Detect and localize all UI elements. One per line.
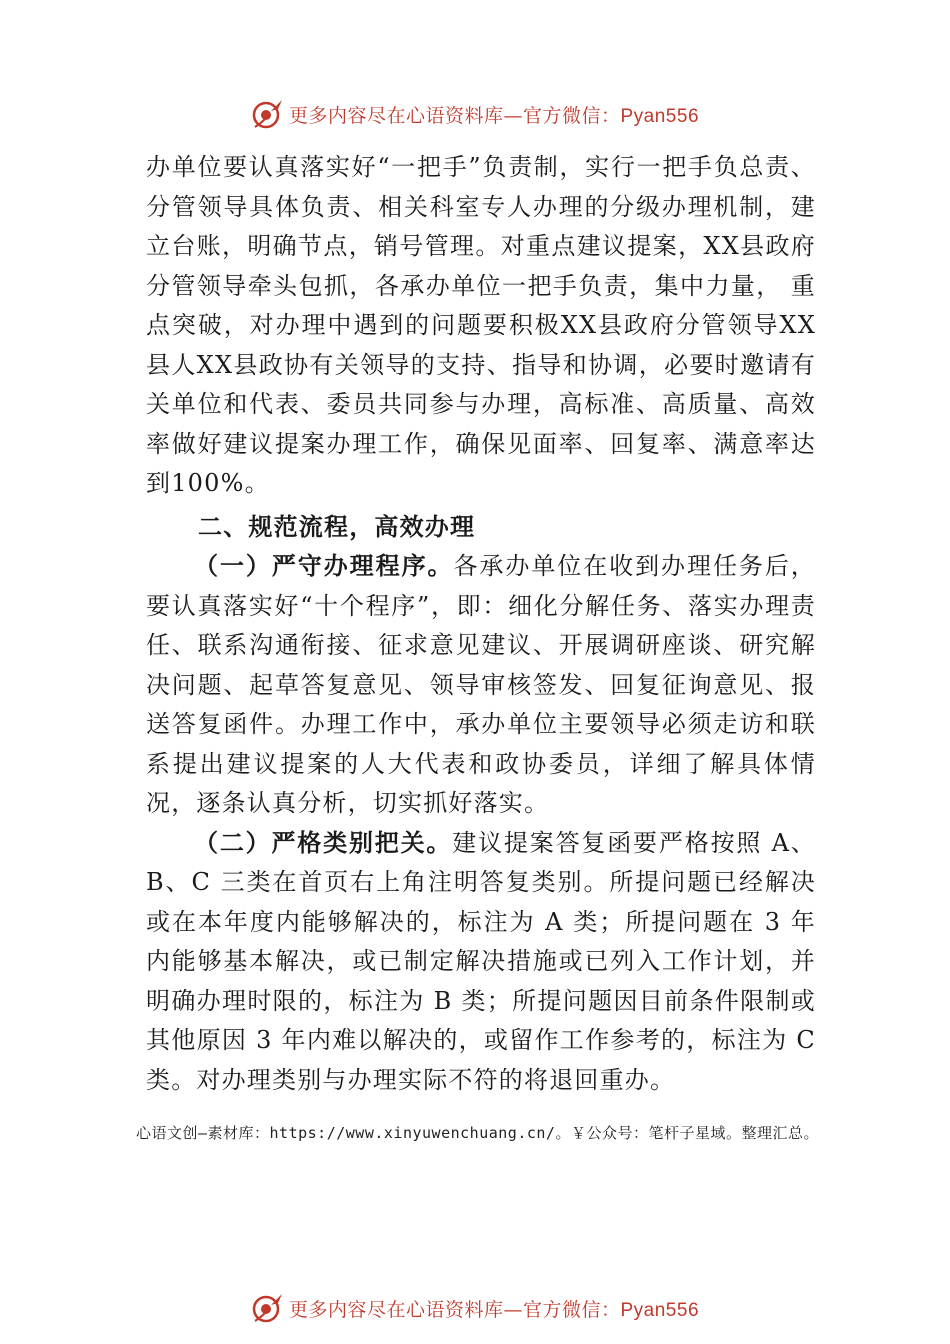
header-banner [0,94,950,134]
banner-main-text: 更多内容尽在心语资料库 [288,1298,504,1321]
source-note: 心语文创—素材库：https://www.xinyuwenchuang.cn/。￥公众号：笔杆子星域。整理汇总。 [136,1124,819,1142]
banner-text [289,1295,699,1322]
paragraph-category [146,824,816,1101]
quill-logo-icon [251,1291,285,1325]
banner-separator: — [503,104,523,127]
banner-wechat-label: 官方微信： [522,104,621,127]
footer-banner [0,1288,950,1328]
banner-text [289,101,699,128]
quill-logo-icon [251,97,285,131]
banner-wechat-id: Pyan556 [620,1299,700,1321]
banner-separator: — [503,1298,523,1321]
banner-main-text: 更多内容尽在心语资料库 [288,104,504,127]
banner-wechat-label: 官方微信： [522,1298,621,1321]
banner-wechat-id: Pyan556 [620,105,700,127]
paragraph-category-text: 建议提案答复函要严格按照 A、B、C 三类在首页右上角注明答复类别。所提问题已经解决或在本年度内能够解决的，标注为 A 类；所提问题在 3 年内能够基本解决，或已制定解决措施或已列入工作计划，并明确办理时限的，标注为 B 类；所提问题因目前条件限制或其他原因 3 年内难以解决的，或留作工作参考的，标注为 C 类。对办理类别与办理实际不符的将退回重办。 [146,828,816,1094]
paragraph-procedure-lead: （一）严守办理程序。 [194,552,454,580]
paragraph-category-lead: （二）严格类别把关。 [194,828,453,857]
section-heading-2: 二、规范流程，高效办理 [198,512,476,541]
paragraph-procedure-text: 各承办单位在收到办理任务后，要认真落实好“十个程序”，即：细化分解任务、落实办理责任、联系沟通衔接、征求意见建议、开展调研座谈、研究解决问题、起草答复意见、领导审核签发、回复征询意见、报送答复函件。办理工作中，承办单位主要领导必须走访和联系提出建议提案的人大代表和政协委员，详细了解具体情况，逐条认真分析，切实抓好落实。 [146,552,816,817]
paragraph-continued: 办单位要认真落实好“一把手”负责制，实行一把手负总责、分管领导具体负责、相关科室专人办理的分级办理机制，建立台账，明确节点，销号管理。对重点建议提案，XX县政府分管领导牵头包抓，各承办单位一把手负责，集中力量， 重点突破，对办理中遇到的问题要积极XX县政府分管领导XX县人XX县政协有关领导的支持、指导和协调，必要时邀请有关单位和代表、委员共同参与办理，高标准、高质量、高效率做好建议提案办理工作，确保见面率、回复率、满意率达到100%。 [146,153,816,497]
paragraph-procedure [146,547,816,824]
document-body [146,148,816,1100]
